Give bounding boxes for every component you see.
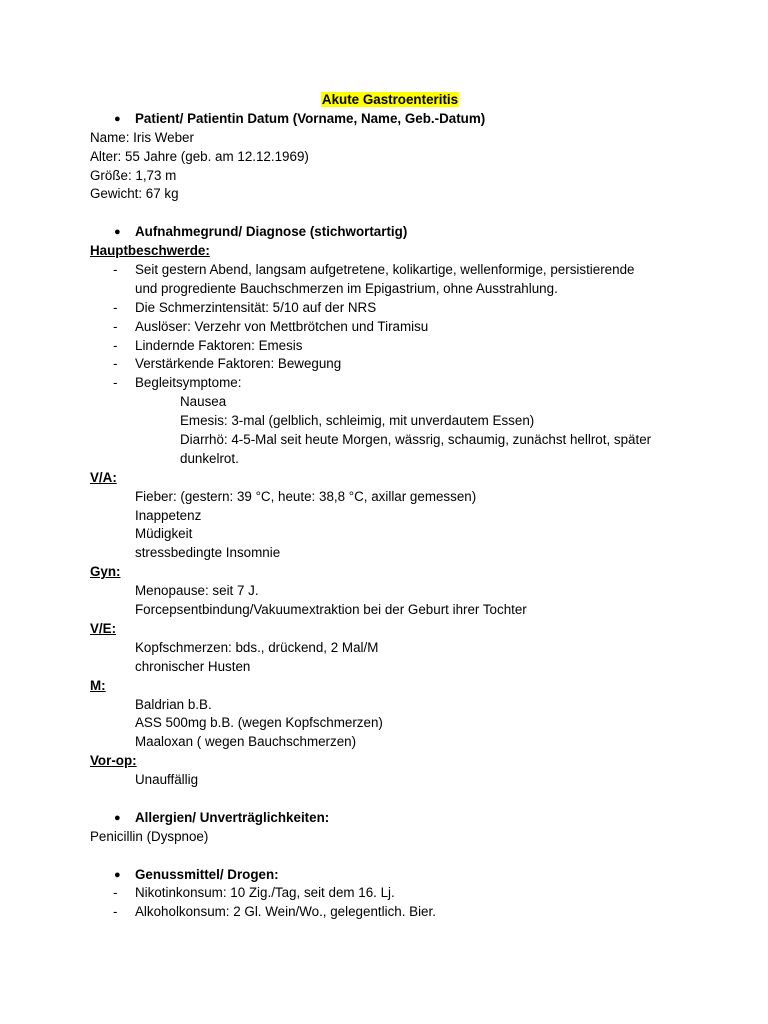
- list-item: [90, 355, 690, 374]
- list-item-text: Alkoholkonsum: 2 Gl. Wein/Wo., gelegentlich. Bier.: [135, 904, 436, 920]
- list-item: [90, 337, 690, 356]
- begleit-item: Emesis: 3-mal (gelblich, schleimig, mit unverdautem Essen): [180, 413, 535, 429]
- list-item-text: Seit gestern Abend, langsam aufgetretene, kolikartige, wellenformige, persistierende: [135, 262, 635, 278]
- list-item-text: Lindernde Faktoren: Emesis: [135, 337, 303, 353]
- list-item-text: Auslöser: Verzehr von Mettbrötchen und Tiramisu: [135, 318, 429, 334]
- list-item: [90, 318, 690, 337]
- bullet-icon: ●: [114, 226, 121, 239]
- dash-icon: -: [113, 262, 118, 278]
- label-medikation: M:: [90, 677, 106, 693]
- section-heading-allergien: [90, 809, 690, 828]
- heading-text: Patient/ Patientin Datum (Vorname, Name, Geb.-Datum): [135, 110, 486, 126]
- va-item: stressbedingte Insomnie: [135, 545, 281, 561]
- heading-text: Genussmittel/ Drogen:: [135, 866, 279, 882]
- spacer: [90, 204, 690, 223]
- begleit-item: Nausea: [180, 394, 227, 410]
- dash-icon: -: [113, 299, 118, 315]
- ve-item: chronischer Husten: [135, 658, 251, 674]
- ve-item: Kopfschmerzen: bds., drückend, 2 Mal/M: [135, 639, 379, 655]
- list-item: [90, 261, 690, 280]
- section-heading-diagnose: [90, 223, 690, 242]
- va-item: Inappetenz: [135, 507, 202, 523]
- list-item-text: Nikotinkonsum: 10 Zig./Tag, seit dem 16. Lj.: [135, 885, 395, 901]
- dash-icon: -: [113, 375, 118, 391]
- medikation-item: Maaloxan ( wegen Bauchschmerzen): [135, 734, 357, 750]
- list-item-continuation: und progrediente Bauchschmerzen im Epigastrium, ohne Ausstrahlung.: [135, 280, 558, 296]
- document-page: [90, 91, 690, 922]
- patient-age: Alter: 55 Jahre (geb. am 12.12.1969): [90, 148, 309, 164]
- label-va: V/A:: [90, 469, 117, 485]
- vor-op-item: Unauffällig: [135, 772, 199, 788]
- allergie-item: Penicillin (Dyspnoe): [90, 828, 209, 844]
- heading-text: Allergien/ Unverträglichkeiten:: [135, 809, 330, 825]
- begleit-item-continuation: dunkelrot.: [180, 450, 239, 466]
- gyn-item: Forcepsentbindung/Vakuumextraktion bei der Geburt ihrer Tochter: [135, 602, 527, 618]
- spacer: [90, 790, 690, 809]
- label-hauptbeschwerde: Hauptbeschwerde:: [90, 243, 210, 259]
- label-vor-op: Vor-op:: [90, 753, 137, 769]
- list-item-text: Begleitsymptome:: [135, 375, 242, 391]
- va-item: Fieber: (gestern: 39 °C, heute: 38,8 °C, axillar gemessen): [135, 488, 477, 504]
- spacer: [90, 847, 690, 866]
- patient-name: Name: Iris Weber: [90, 129, 194, 145]
- va-item: Müdigkeit: [135, 526, 193, 542]
- dash-icon: -: [113, 356, 118, 372]
- label-ve: V/E:: [90, 620, 117, 636]
- bullet-icon: ●: [114, 112, 121, 125]
- list-item-text: Die Schmerzintensität: 5/10 auf der NRS: [135, 299, 377, 315]
- list-item: [90, 903, 690, 922]
- begleit-item: Diarrhö: 4-5-Mal seit heute Morgen, wässrig, schaumig, zunächst hellrot, später: [180, 432, 652, 448]
- bullet-icon: ●: [114, 868, 121, 881]
- bullet-icon: ●: [114, 811, 121, 824]
- dash-icon: -: [113, 885, 118, 901]
- medikation-item: Baldrian b.B.: [135, 696, 212, 712]
- dash-icon: -: [113, 904, 118, 920]
- title-line: [90, 91, 690, 110]
- patient-weight: Gewicht: 67 kg: [90, 186, 179, 202]
- list-item: [90, 374, 690, 393]
- dash-icon: -: [113, 318, 118, 334]
- list-item: [90, 884, 690, 903]
- section-heading-genussmittel: [90, 866, 690, 885]
- heading-text: Aufnahmegrund/ Diagnose (stichwortartig): [135, 224, 408, 240]
- patient-height: Größe: 1,73 m: [90, 167, 177, 183]
- label-gyn: Gyn:: [90, 564, 121, 580]
- section-heading-patient: [90, 110, 690, 129]
- list-item: [90, 299, 690, 318]
- dash-icon: -: [113, 337, 118, 353]
- list-item-text: Verstärkende Faktoren: Bewegung: [135, 356, 342, 372]
- gyn-item: Menopause: seit 7 J.: [135, 583, 259, 599]
- document-title: Akute Gastroenteritis: [321, 92, 459, 107]
- medikation-item: ASS 500mg b.B. (wegen Kopfschmerzen): [135, 715, 383, 731]
